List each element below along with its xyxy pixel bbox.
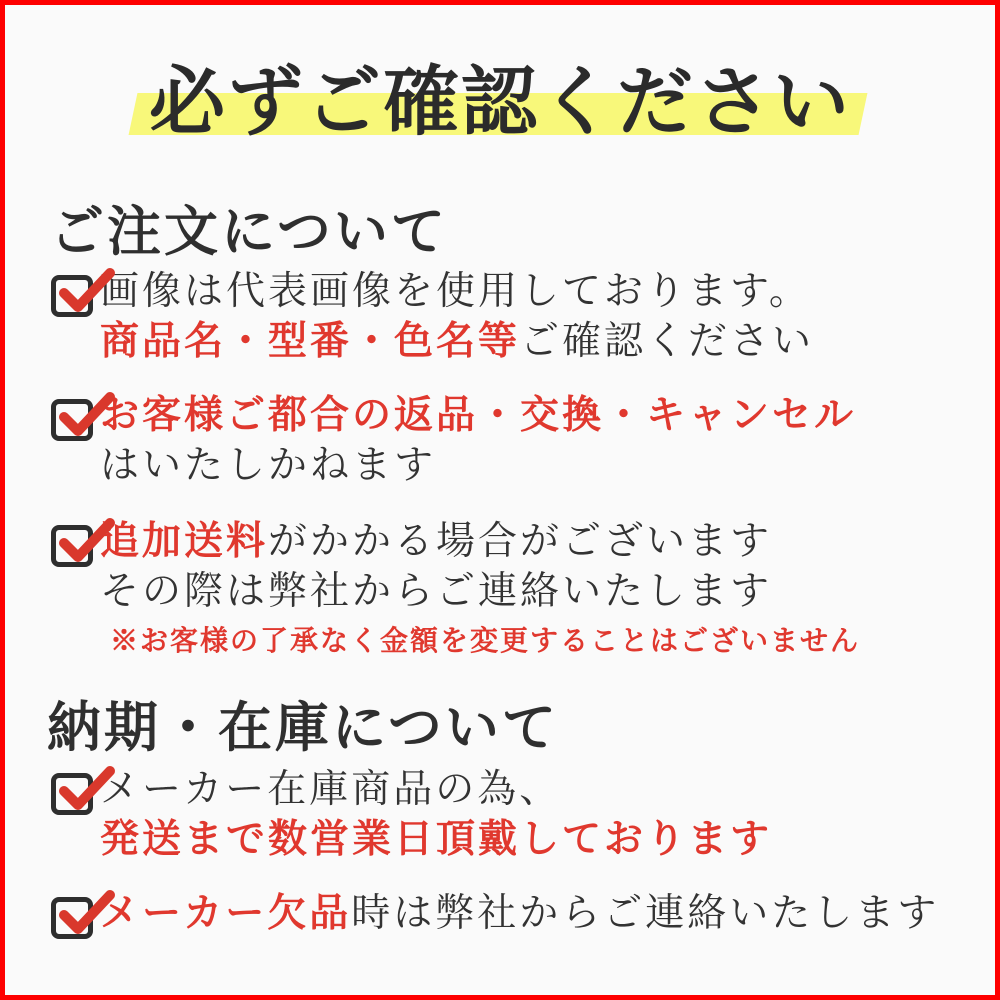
list-item-maker-stock <box>51 765 772 865</box>
item-line-text: メーカー在庫商品の為、 <box>100 768 562 811</box>
item-line-text: その際は弊社からご連絡いたします <box>100 570 773 613</box>
item-text <box>100 267 814 367</box>
item-line-text: 時は弊社からご連絡いたします <box>351 892 940 935</box>
item-line <box>100 391 856 441</box>
item-text <box>100 517 860 659</box>
list-item-extra-shipping <box>51 517 860 659</box>
item-line-text: ご確認ください <box>520 320 815 363</box>
check-mark-icon <box>58 268 116 314</box>
list-item-representative-image <box>51 267 814 367</box>
item-line <box>100 815 772 865</box>
item-emphasis-text: 追加送料 <box>100 520 269 563</box>
checked-checkbox-icon <box>51 399 93 441</box>
check-mark-icon <box>58 518 116 564</box>
item-line <box>100 317 814 367</box>
check-mark-icon <box>58 392 116 438</box>
check-mark-icon <box>58 766 116 812</box>
page-title: 必ずご確認ください <box>149 61 851 145</box>
item-emphasis-text: メーカー欠品 <box>100 892 352 935</box>
list-item-returns <box>51 391 856 491</box>
section-heading-order: ご注文について <box>50 202 448 262</box>
item-emphasis-text: お客様ご都合の返品・交換・キャンセル <box>100 394 857 437</box>
item-line <box>100 441 856 491</box>
item-line <box>100 567 860 617</box>
item-line-text: はいたしかねます <box>100 444 437 487</box>
item-text <box>100 889 939 939</box>
item-line <box>100 765 772 815</box>
item-line <box>100 889 939 939</box>
item-text <box>100 765 772 865</box>
item-line <box>100 267 814 317</box>
page-title-wrap <box>5 41 995 150</box>
item-line <box>100 517 860 567</box>
item-line-text: 画像は代表画像を使用しております。 <box>100 270 811 313</box>
checked-checkbox-icon <box>51 275 93 317</box>
list-item-maker-out-of-stock <box>51 889 939 939</box>
item-line-text: がかかる場合がございます <box>268 520 773 563</box>
item-text <box>100 391 856 491</box>
item-note: ※お客様の了承なく金額を変更することはございません <box>110 626 861 657</box>
item-emphasis-text: 商品名・型番・色名等 <box>100 320 521 363</box>
item-emphasis-text: 発送まで数営業日頂戴しております <box>100 818 773 861</box>
checked-checkbox-icon <box>51 525 93 567</box>
checked-checkbox-icon <box>51 773 93 815</box>
section-heading-delivery-stock: 納期・在庫について <box>47 698 559 758</box>
checked-checkbox-icon <box>51 897 93 939</box>
check-mark-icon <box>58 890 116 936</box>
